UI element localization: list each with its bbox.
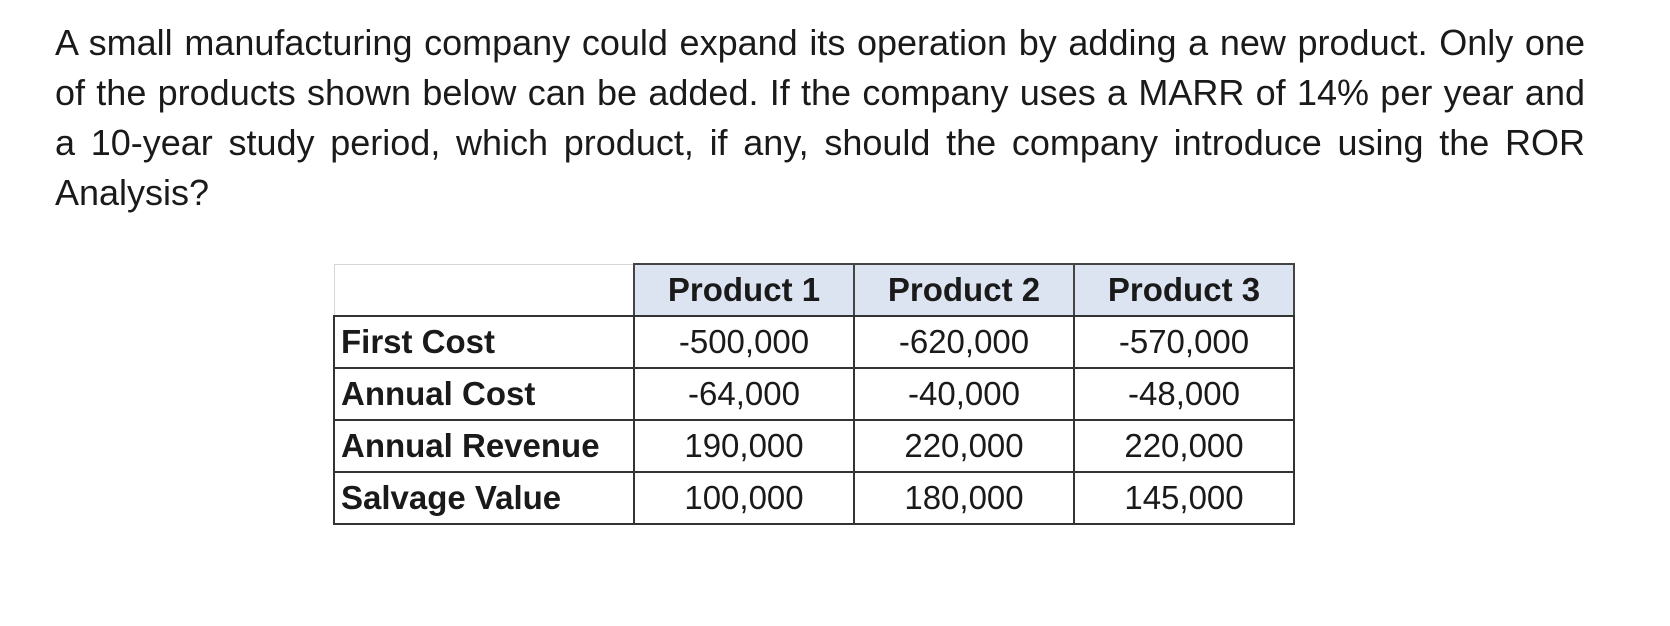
header-product-3: Product 3 <box>1074 264 1294 316</box>
cell-annual-revenue-product-2: 220,000 <box>854 420 1074 472</box>
table-row-annual-revenue <box>334 420 1294 472</box>
product-comparison-table-container <box>333 263 1295 525</box>
table-row-salvage-value <box>334 472 1294 524</box>
header-product-1: Product 1 <box>634 264 854 316</box>
row-label-salvage-value: Salvage Value <box>334 472 634 524</box>
cell-annual-revenue-product-3: 220,000 <box>1074 420 1294 472</box>
row-label-first-cost: First Cost <box>334 316 634 368</box>
table-corner-cell <box>334 264 634 316</box>
cell-annual-cost-product-3: -48,000 <box>1074 368 1294 420</box>
cell-salvage-value-product-1: 100,000 <box>634 472 854 524</box>
row-label-annual-cost: Annual Cost <box>334 368 634 420</box>
cell-first-cost-product-2: -620,000 <box>854 316 1074 368</box>
row-label-annual-revenue: Annual Revenue <box>334 420 634 472</box>
cell-annual-cost-product-2: -40,000 <box>854 368 1074 420</box>
cell-annual-cost-product-1: -64,000 <box>634 368 854 420</box>
cell-salvage-value-product-2: 180,000 <box>854 472 1074 524</box>
cell-annual-revenue-product-1: 190,000 <box>634 420 854 472</box>
table-row-first-cost <box>334 316 1294 368</box>
cell-salvage-value-product-3: 145,000 <box>1074 472 1294 524</box>
cell-first-cost-product-1: -500,000 <box>634 316 854 368</box>
header-product-2: Product 2 <box>854 264 1074 316</box>
cell-first-cost-product-3: -570,000 <box>1074 316 1294 368</box>
product-comparison-table <box>333 263 1295 525</box>
problem-statement: A small manufacturing company could expand its operation by adding a new product. Only one of the products shown below can be added. If the company uses a MARR of 14% per year and a 10-year study period, which product, if any, should the company introduce using the ROR Analysis? <box>55 22 1585 213</box>
table-row-annual-cost <box>334 368 1294 420</box>
table-header-row <box>334 264 1294 316</box>
